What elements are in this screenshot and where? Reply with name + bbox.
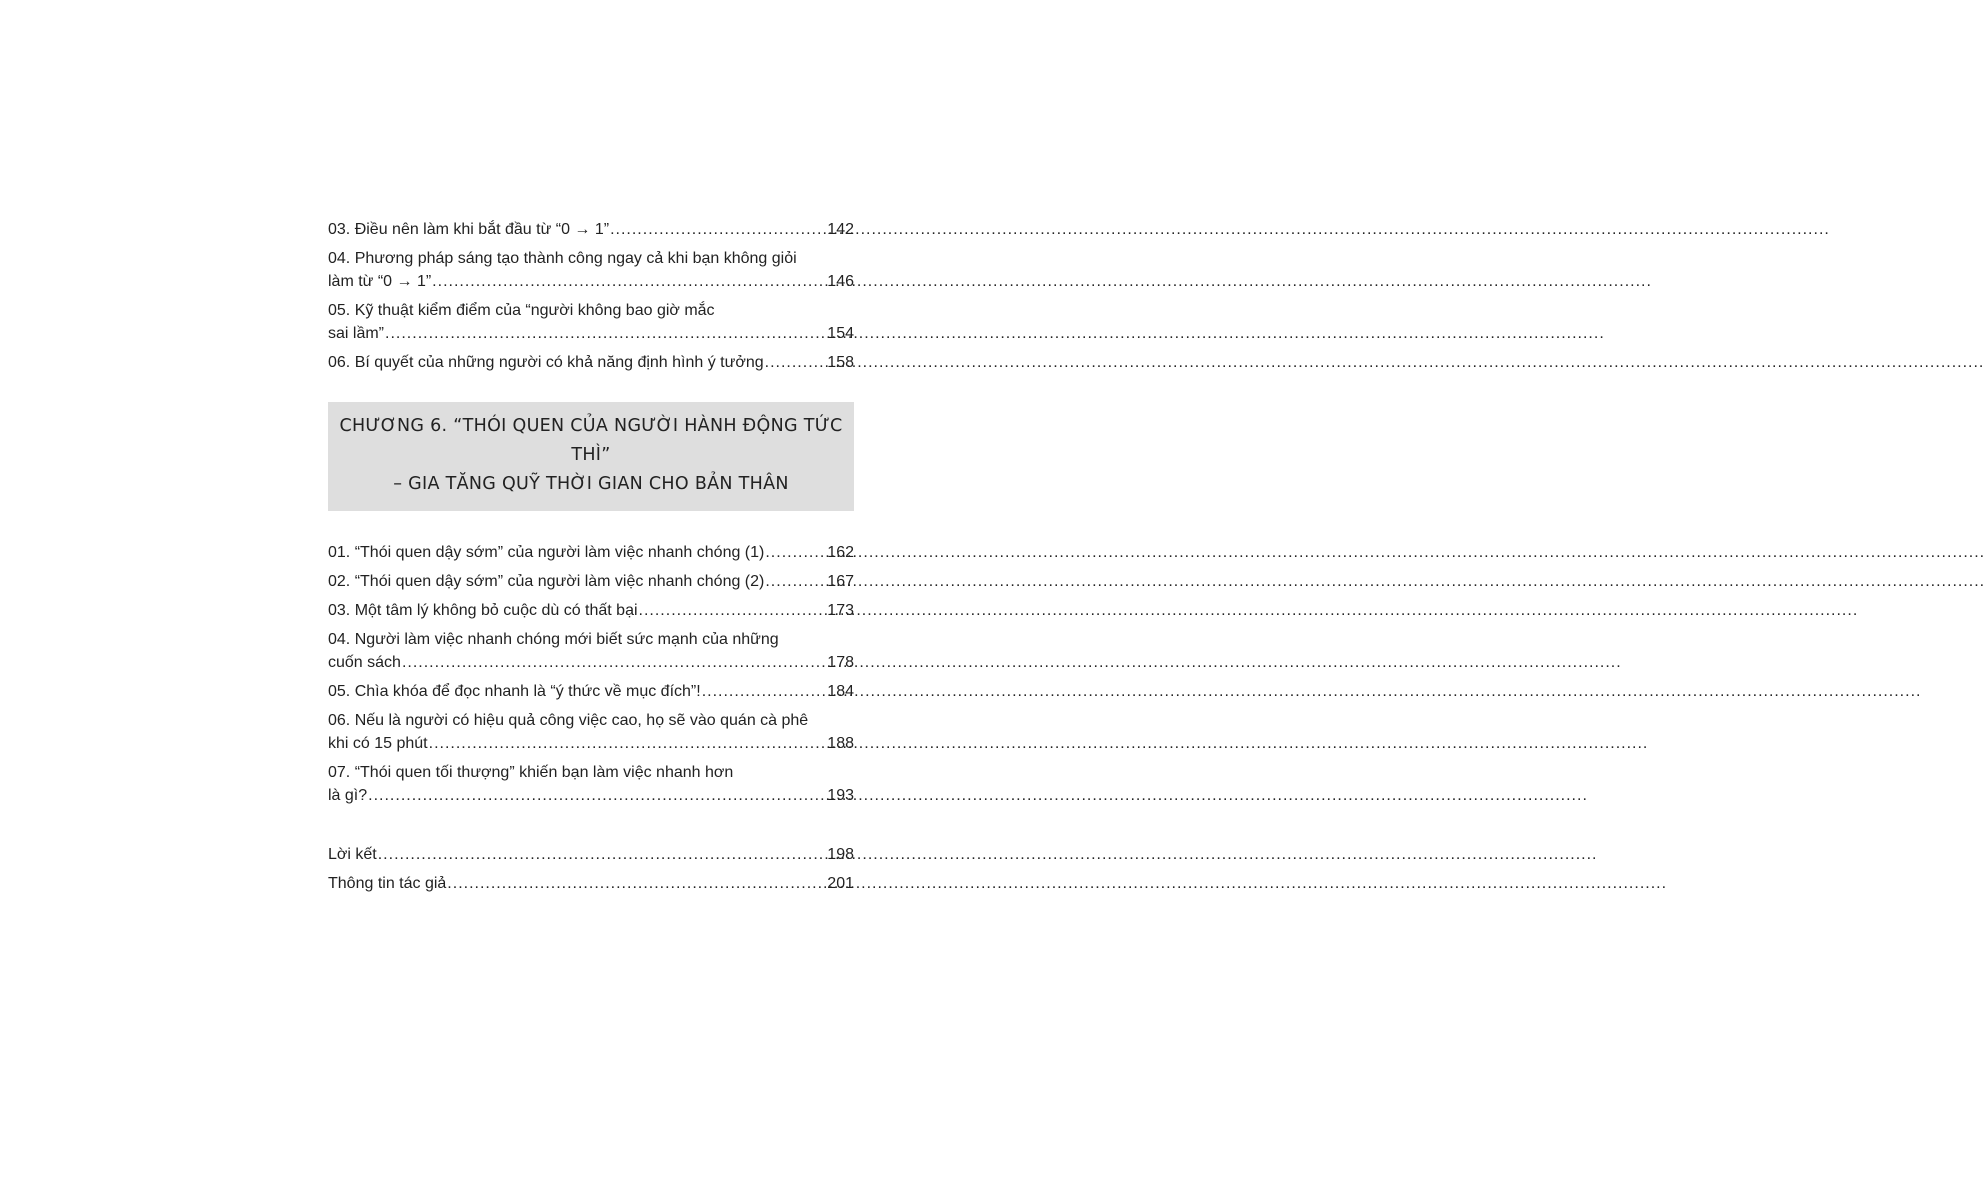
toc-entry[interactable] bbox=[328, 680, 854, 703]
toc-entry-title: 03. Một tâm lý không bỏ cuộc dù có thất bại bbox=[328, 602, 638, 619]
chapter-heading-box bbox=[328, 402, 854, 511]
dot-leader bbox=[432, 270, 825, 293]
dot-leader bbox=[610, 218, 825, 241]
toc-entry-title-continued: làm từ “0 → 1” bbox=[328, 273, 432, 290]
toc-entry-page: 146 bbox=[827, 273, 854, 290]
dot-leader bbox=[368, 784, 825, 807]
toc-entry-page: 162 bbox=[827, 544, 854, 561]
dot-leader bbox=[385, 322, 825, 345]
toc-entry[interactable] bbox=[328, 351, 854, 374]
toc-entry-title: 02. “Thói quen dậy sớm” của người làm việc nhanh chóng (2) bbox=[328, 573, 765, 590]
toc-section-end-matter bbox=[328, 843, 854, 895]
toc-entry-title: Thông tin tác giả bbox=[328, 875, 447, 892]
toc-entry-page: 178 bbox=[827, 654, 854, 671]
chapter-heading-line-1: CHƯƠNG 6. “THÓI QUEN CỦA NGƯỜI HÀNH ĐỘNG TỨC THÌ” bbox=[339, 416, 843, 465]
toc-entry-page: 158 bbox=[827, 354, 854, 371]
section-spacer bbox=[328, 813, 854, 843]
dot-leader bbox=[765, 351, 826, 374]
toc-entry-page: 173 bbox=[827, 602, 854, 619]
dot-leader bbox=[402, 651, 825, 674]
toc-entry-title-continued: cuốn sách bbox=[328, 654, 401, 671]
toc-entry-title: 06. Bí quyết của những người có khả năng định hình ý tưởng bbox=[328, 354, 764, 371]
table-of-contents-page bbox=[328, 218, 854, 901]
toc-entry-page: 167 bbox=[827, 573, 854, 590]
toc-entry-title: 05. Chìa khóa để đọc nhanh là “ý thức về mục đích”! bbox=[328, 683, 701, 700]
toc-entry-page: 201 bbox=[827, 875, 854, 892]
toc-section-chapter-5-continued bbox=[328, 218, 854, 374]
toc-entry[interactable] bbox=[328, 872, 854, 895]
dot-leader bbox=[447, 872, 825, 895]
toc-entry-title-continued: sai lầm” bbox=[328, 325, 385, 342]
dot-leader bbox=[765, 570, 825, 593]
toc-entry[interactable] bbox=[328, 761, 854, 807]
toc-entry[interactable] bbox=[328, 218, 854, 241]
toc-entry-title-continued: khi có 15 phút bbox=[328, 735, 428, 752]
toc-entry[interactable] bbox=[328, 599, 854, 622]
dot-leader bbox=[702, 680, 826, 703]
toc-entry[interactable] bbox=[328, 843, 854, 866]
toc-entry[interactable] bbox=[328, 570, 854, 593]
toc-entry-title-line: 06. Nếu là người có hiệu quả công việc cao, họ sẽ vào quán cà phê bbox=[328, 712, 809, 729]
chapter-heading-line-2: – GIA TĂNG QUỸ THỜI GIAN CHO BẢN THÂN bbox=[393, 474, 789, 494]
toc-entry-page: 184 bbox=[827, 683, 854, 700]
toc-entry-page: 154 bbox=[827, 325, 854, 342]
toc-entry-title-line: 07. “Thói quen tối thượng” khiến bạn làm việc nhanh hơn bbox=[328, 764, 734, 781]
toc-entry-title-line: 05. Kỹ thuật kiểm điểm của “người không bao giờ mắc bbox=[328, 302, 715, 319]
toc-entry-title-line: 04. Phương pháp sáng tạo thành công ngay cả khi bạn không giỏi bbox=[328, 250, 797, 267]
toc-entry[interactable] bbox=[328, 247, 854, 293]
toc-entry-page: 193 bbox=[827, 787, 854, 804]
toc-entry-page: 142 bbox=[827, 221, 854, 238]
toc-entry[interactable] bbox=[328, 299, 854, 345]
toc-entry-title: Lời kết bbox=[328, 846, 377, 863]
dot-leader bbox=[765, 541, 825, 564]
toc-entry[interactable] bbox=[328, 541, 854, 564]
toc-section-chapter-6 bbox=[328, 541, 854, 807]
toc-entry-title: 01. “Thói quen dậy sớm” của người làm việc nhanh chóng (1) bbox=[328, 544, 765, 561]
toc-entry-title-continued: là gì? bbox=[328, 787, 368, 804]
dot-leader bbox=[639, 599, 826, 622]
dot-leader bbox=[378, 843, 826, 866]
toc-entry[interactable] bbox=[328, 709, 854, 755]
dot-leader bbox=[429, 732, 826, 755]
toc-entry[interactable] bbox=[328, 628, 854, 674]
toc-entry-page: 188 bbox=[827, 735, 854, 752]
toc-entry-title-line: 04. Người làm việc nhanh chóng mới biết sức mạnh của những bbox=[328, 631, 779, 648]
toc-entry-page: 198 bbox=[827, 846, 854, 863]
toc-entry-title: 03. Điều nên làm khi bắt đầu từ “0 → 1” bbox=[328, 221, 610, 238]
